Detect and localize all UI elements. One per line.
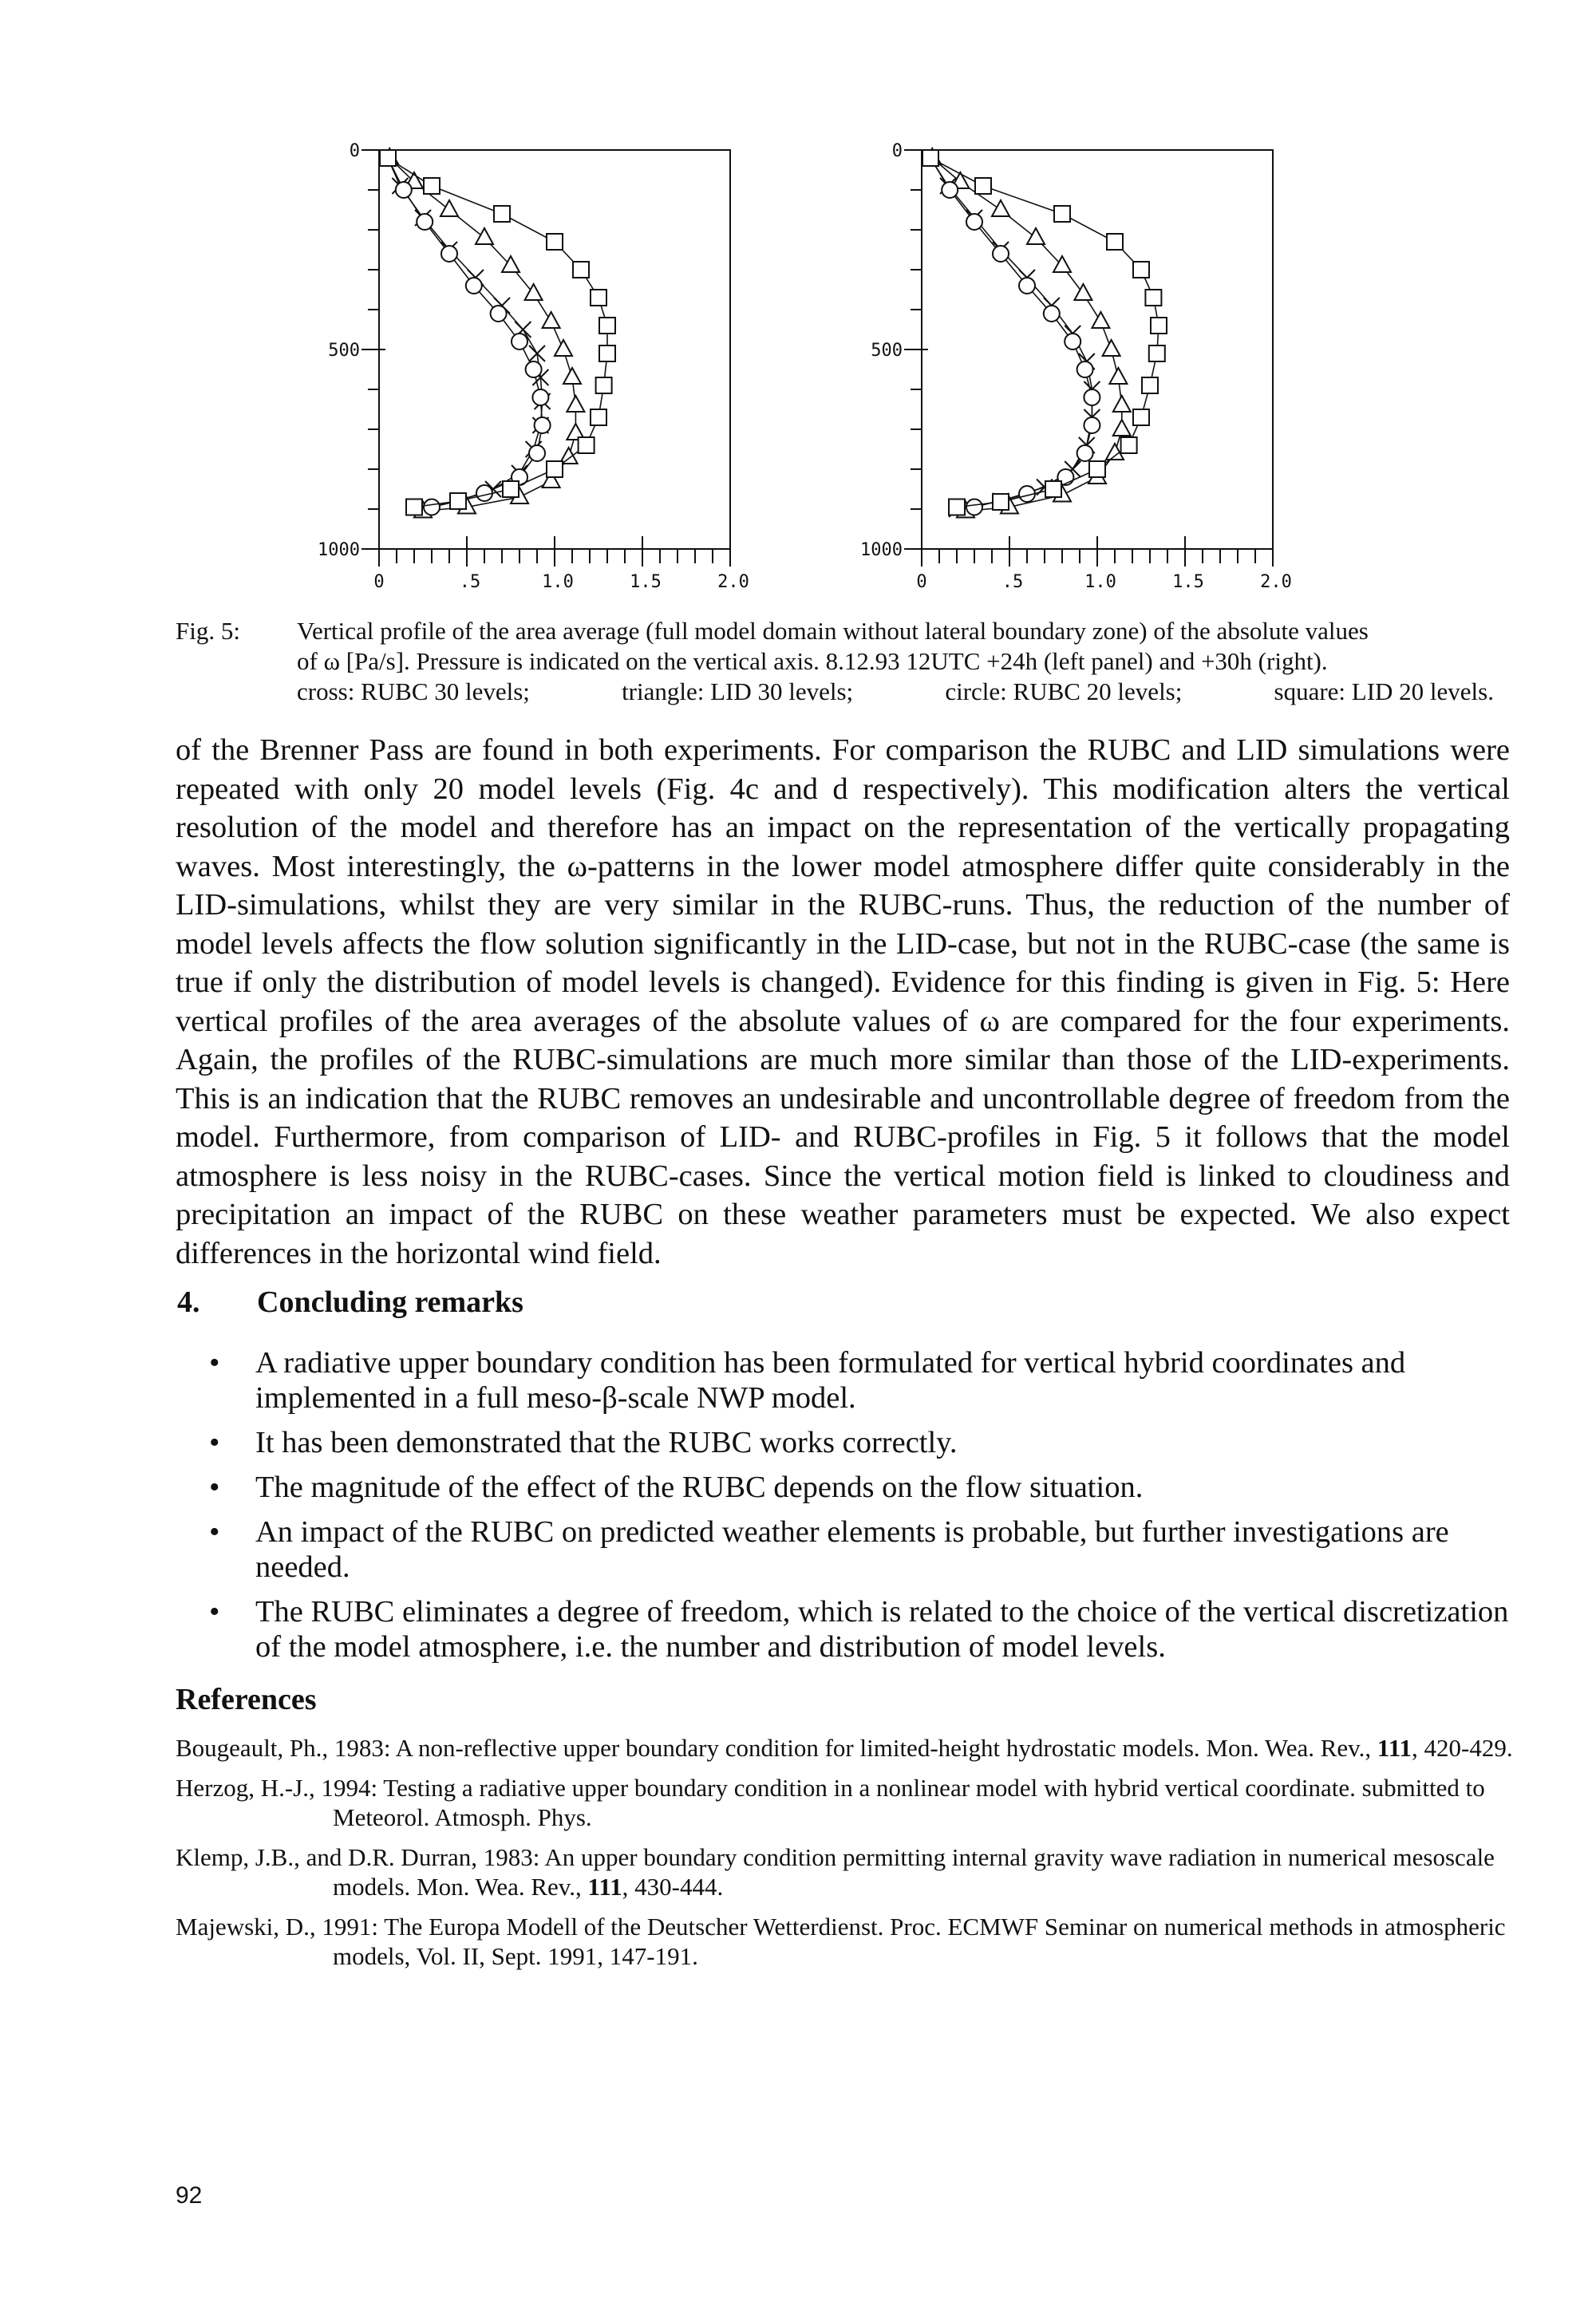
- x-tick-label: 0: [373, 572, 385, 592]
- square-marker: [591, 409, 606, 425]
- square-marker: [494, 206, 510, 222]
- circle-marker: [512, 334, 527, 349]
- list-item: [209, 1594, 1511, 1664]
- square-marker: [406, 499, 422, 515]
- triangle-marker: [1109, 368, 1127, 384]
- triangle-marker: [1103, 340, 1120, 356]
- square-marker: [573, 262, 589, 278]
- x-tick-label: 1.0: [1084, 572, 1116, 592]
- reference-item: [176, 1842, 1516, 1901]
- triangle-marker: [1092, 312, 1109, 328]
- list-item-text: It has been demonstrated that the RUBC works correctly.: [255, 1426, 958, 1459]
- circle-marker: [417, 214, 433, 230]
- circle-marker: [966, 214, 982, 230]
- square-marker: [579, 437, 595, 453]
- circle-marker: [1077, 361, 1093, 377]
- circle-marker: [1084, 389, 1100, 405]
- square-marker: [1145, 290, 1161, 306]
- legend-entry-triangle: triangle: LID 30 levels;: [622, 677, 854, 705]
- list-item: [209, 1470, 1511, 1505]
- square-marker: [596, 377, 612, 393]
- reference-volume: 111: [1377, 1734, 1412, 1762]
- cross-marker: [529, 345, 545, 361]
- y-tick-label: 0: [349, 141, 360, 161]
- list-item: [209, 1345, 1511, 1416]
- triangle-marker: [563, 368, 581, 384]
- list-item: [209, 1514, 1511, 1585]
- x-tick-label: 2.0: [717, 572, 749, 592]
- square-marker: [949, 499, 965, 515]
- square-marker: [424, 178, 440, 194]
- square-marker: [547, 234, 563, 250]
- circle-marker: [1019, 278, 1035, 294]
- bullet-icon: •: [209, 1471, 220, 1504]
- list-item-text: The magnitude of the effect of the RUBC depends on the flow situation.: [255, 1471, 1144, 1504]
- caption-label: Fig. 5:: [176, 617, 240, 645]
- chart-svg: [303, 128, 910, 606]
- legend-entry-square: square: LID 20 levels.: [1274, 677, 1494, 705]
- reference-item: [176, 1733, 1516, 1763]
- chart-right-panel: [846, 128, 1452, 606]
- triangle-marker: [992, 200, 1009, 216]
- y-tick-label: 500: [871, 341, 903, 361]
- square-marker: [922, 150, 938, 166]
- circle-marker: [532, 389, 548, 405]
- series-square: [922, 150, 1167, 515]
- circle-marker: [1044, 306, 1060, 322]
- square-marker: [599, 345, 615, 361]
- reference-item: [176, 1912, 1516, 1971]
- circle-marker: [529, 445, 545, 461]
- circle-marker: [942, 182, 958, 198]
- square-marker: [1142, 377, 1158, 393]
- x-tick-label: 0: [916, 572, 927, 592]
- square-marker: [380, 150, 396, 166]
- circle-marker: [491, 306, 507, 322]
- square-marker: [599, 318, 615, 334]
- bullet-icon: •: [209, 1426, 220, 1459]
- references-heading: References: [176, 1683, 317, 1716]
- circle-marker: [1065, 334, 1080, 349]
- plot-frame: [922, 150, 1273, 549]
- triangle-marker: [440, 200, 458, 216]
- bullet-icon: •: [209, 1595, 220, 1629]
- square-marker: [1107, 234, 1123, 250]
- y-tick-label: 0: [891, 141, 903, 161]
- circle-marker: [466, 278, 482, 294]
- triangle-marker: [1113, 396, 1131, 412]
- triangle-marker: [1113, 420, 1131, 436]
- square-marker: [1054, 206, 1070, 222]
- x-tick-label: 1.5: [630, 572, 662, 592]
- circle-marker: [535, 417, 551, 433]
- body-paragraph: of the Brenner Pass are found in both experiments. For comparison the RUBC and LID simulations were repeated with only 20 model levels (Fig. 4c and d respectively). This modification alters the vertical resolution of the model and therefore has an impact on the representation of the vertically propagating waves. Most interestingly, the ω-patterns in the lower model atmosphere differ quite considerably in the LID-simulations, whilst they are very similar in the RUBC-runs. Thus, the reduction of the number of model levels affects the flow solution significantly in the LID-case, but not in the RUBC-case (the same is true if only the distribution of model levels is changed). Evidence for this finding is given in Fig. 5: Here vertical profiles of the area averages of the absolute values of ω are compared for the four experiments. Again, the profiles of the RUBC-simulations are much more similar than those of the LID-experiments. This is an indication that the RUBC removes an undesirable and uncontrollable degree of freedom from the model. Furthermore, from comparison of LID- and RUBC-profiles in Fig. 5 it follows that the model atmosphere is less noisy in the RUBC-cases. Since the vertical motion field is linked to cloudiness and precipitation an impact of the RUBC on these weather parameters must be expected. We also expect differences in the horizontal wind field.: [176, 733, 1510, 1270]
- circle-marker: [1077, 445, 1093, 461]
- section-number: 4.: [177, 1285, 200, 1319]
- x-tick-label: .5: [1001, 572, 1024, 592]
- list-item-text: The RUBC eliminates a degree of freedom, which is related to the choice of the vertical discretization of the model atmosphere, i.e. the number and distribution of model levels.: [255, 1595, 1509, 1664]
- square-marker: [1133, 262, 1149, 278]
- square-marker: [1089, 461, 1105, 477]
- x-tick-label: .5: [459, 572, 481, 592]
- reference-text: Herzog, H.-J., 1994: Testing a radiative upper boundary condition in a nonlinear model with hybrid vertical coordinate. submitted to Meteorol. Atmosph. Phys.: [176, 1774, 1485, 1831]
- triangle-marker: [1027, 228, 1045, 244]
- caption-line-2: of ω [Pa/s]. Pressure is indicated on the vertical axis. 8.12.93 12UTC +24h (left panel) and +30h (right).: [297, 647, 1328, 675]
- x-tick-label: 1.0: [542, 572, 574, 592]
- series-line: [930, 158, 1159, 507]
- section-heading: [177, 1285, 523, 1320]
- square-marker: [547, 461, 563, 477]
- x-tick-label: 1.5: [1172, 572, 1204, 592]
- circle-marker: [1084, 417, 1100, 433]
- x-tick-label: 2.0: [1260, 572, 1292, 592]
- list-item-text: An impact of the RUBC on predicted weather elements is probable, but further investigations are needed.: [255, 1515, 1449, 1584]
- circle-marker: [526, 361, 542, 377]
- caption-legend: [297, 677, 1494, 707]
- triangle-marker: [567, 396, 584, 412]
- square-marker: [993, 494, 1009, 510]
- reference-text: Bougeault, Ph., 1983: A non-reflective upper boundary condition for limited-height hydrostatic models. Mon. Wea. Rev.,: [176, 1734, 1377, 1762]
- reference-volume: 111: [587, 1873, 622, 1901]
- legend-entry-cross: cross: RUBC 30 levels;: [297, 677, 530, 705]
- reference-text: Klemp, J.B., and D.R. Durran, 1983: An upper boundary condition permitting internal gravity wave radiation in numerical mesoscale models. Mon. Wea. Rev.,: [176, 1843, 1495, 1901]
- square-marker: [503, 481, 519, 497]
- caption-line-1: Vertical profile of the area average (full model domain without lateral boundary zone) of the absolute values: [297, 617, 1369, 645]
- concluding-remarks-list: [209, 1345, 1511, 1674]
- page-number: 92: [176, 2182, 203, 2209]
- circle-marker: [441, 246, 457, 262]
- figure-5: [0, 0, 1596, 606]
- circle-marker: [424, 499, 440, 515]
- circle-marker: [476, 485, 492, 501]
- triangle-marker: [543, 312, 560, 328]
- triangle-marker: [476, 228, 493, 244]
- series-cross: [380, 150, 551, 517]
- list-item: [209, 1425, 1511, 1460]
- square-marker: [1045, 481, 1061, 497]
- references-list: [176, 1733, 1516, 1981]
- reference-pages: , 420-429.: [1412, 1734, 1513, 1762]
- series-line: [932, 158, 1122, 511]
- square-marker: [1149, 345, 1165, 361]
- square-marker: [450, 493, 466, 509]
- triangle-marker: [555, 340, 572, 356]
- square-marker: [1133, 409, 1149, 425]
- square-marker: [1121, 437, 1137, 453]
- list-item-text: A radiative upper boundary condition has been formulated for vertical hybrid coordinates and implemented in a full meso-β-scale NWP model.: [255, 1346, 1406, 1415]
- y-tick-label: 1000: [860, 540, 903, 560]
- plot-frame: [379, 150, 730, 549]
- square-marker: [1151, 318, 1167, 334]
- series-square: [380, 150, 615, 515]
- y-tick-label: 1000: [318, 540, 360, 560]
- circle-marker: [993, 246, 1009, 262]
- chart-left-panel: [303, 128, 910, 606]
- circle-marker: [396, 182, 412, 198]
- reference-item: [176, 1773, 1516, 1832]
- reference-text: Majewski, D., 1991: The Europa Modell of the Deutscher Wetterdienst. Proc. ECMWF Seminar on numerical methods in atmospheric models, Vol. II, Sept. 1991, 147-191.: [176, 1913, 1506, 1970]
- square-marker: [591, 290, 606, 306]
- bullet-icon: •: [209, 1346, 220, 1380]
- square-marker: [975, 178, 991, 194]
- reference-pages: , 430-444.: [622, 1873, 724, 1901]
- chart-svg: [846, 128, 1452, 606]
- section-title: Concluding remarks: [257, 1285, 523, 1319]
- caption-text: [297, 616, 1516, 707]
- circle-marker: [966, 499, 982, 515]
- y-tick-label: 500: [328, 341, 360, 361]
- bullet-icon: •: [209, 1515, 220, 1549]
- legend-entry-circle: circle: RUBC 20 levels;: [945, 677, 1183, 705]
